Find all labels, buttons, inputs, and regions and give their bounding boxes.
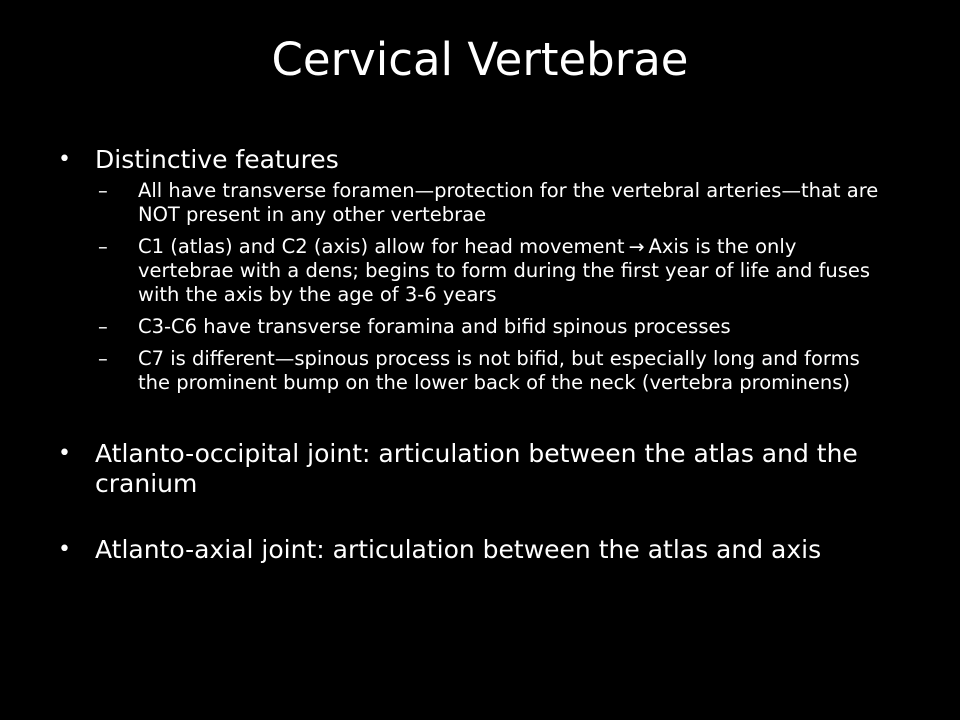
- bullet-distinctive-features: [58, 145, 888, 175]
- dash-icon: –: [98, 347, 108, 370]
- sub-item-text-after: Axis is the only vertebrae with a dens; begins to form during the first year of life and fuses with the axis by the age of 3-6 years: [138, 235, 871, 306]
- bullet-icon: •: [58, 441, 71, 466]
- arrow-right-icon: →: [628, 236, 645, 258]
- slide-content: [58, 145, 888, 565]
- sub-item-text: C3-C6 have transverse foramina and bifid spinous processes: [138, 315, 731, 338]
- dash-icon: –: [98, 179, 108, 202]
- bullet-atlanto-axial: [58, 535, 888, 565]
- bullet-icon: •: [58, 537, 71, 562]
- dash-icon: –: [98, 235, 108, 258]
- slide-title: Cervical Vertebrae: [271, 33, 689, 86]
- bullet-text: Atlanto-axial joint: articulation between the atlas and axis: [95, 535, 822, 564]
- sub-item-c1-c2: [58, 235, 888, 307]
- dash-icon: –: [98, 315, 108, 338]
- sub-item-c3-c6: [58, 315, 888, 339]
- bullet-atlanto-occipital: [58, 439, 888, 499]
- sub-item-transverse-foramen: [58, 179, 888, 227]
- bullet-icon: •: [58, 147, 71, 172]
- sub-item-text: All have transverse foramen—protection for the vertebral arteries—that are NOT present in any other vertebrae: [138, 179, 879, 226]
- bullet-text: Atlanto-occipital joint: articulation between the atlas and the cranium: [95, 439, 858, 498]
- sub-list: [58, 179, 888, 395]
- sub-item-c7: [58, 347, 888, 395]
- sub-item-text: C7 is different—spinous process is not bifid, but especially long and forms the prominent bump on the lower back of the neck (vertebra prominens): [138, 347, 860, 394]
- bullet-text: Distinctive features: [95, 145, 339, 174]
- sub-item-text-before: C1 (atlas) and C2 (axis) allow for head movement: [138, 235, 625, 258]
